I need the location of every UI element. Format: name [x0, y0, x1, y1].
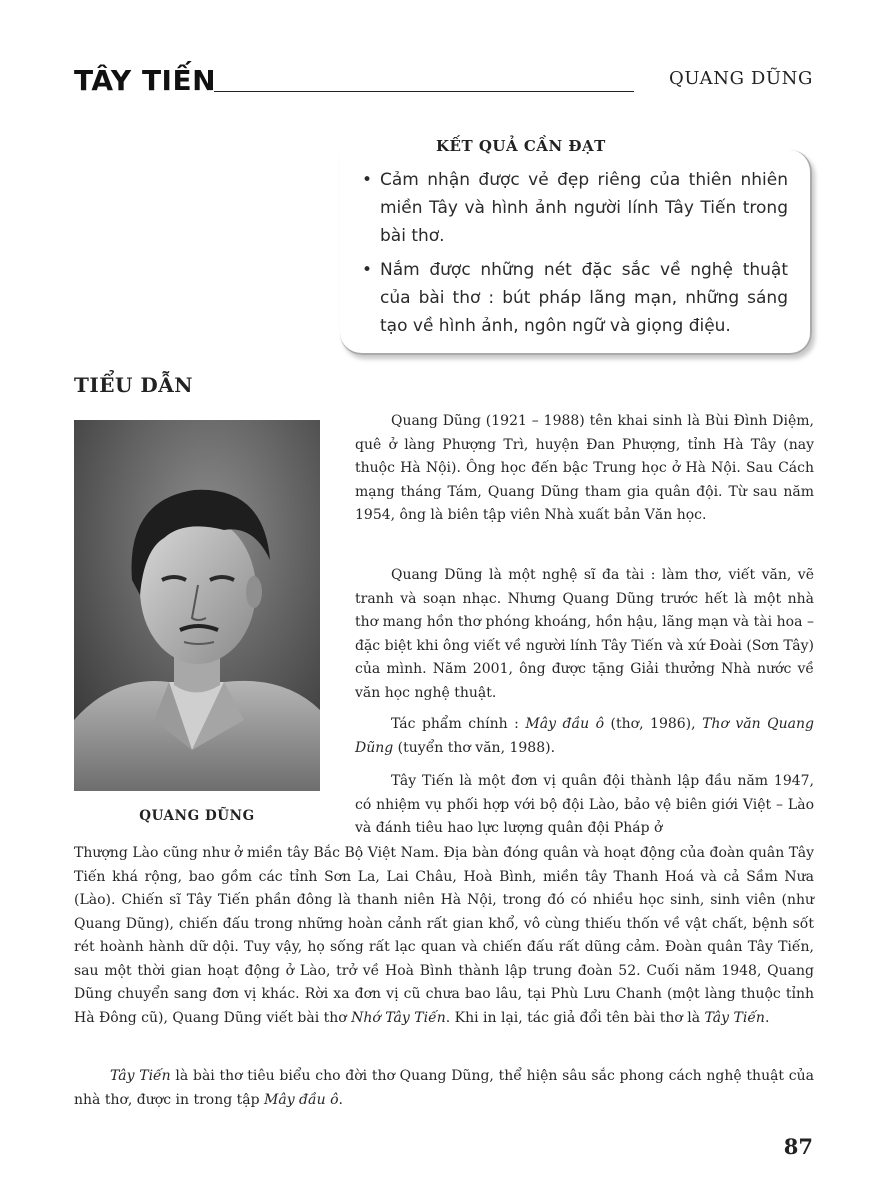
text-span: . — [764, 1009, 770, 1026]
work-title: Nhớ Tây Tiến — [351, 1009, 446, 1026]
text-span: Tác phẩm chính : — [391, 716, 526, 732]
paragraph — [74, 842, 814, 1030]
text-span: Thượng Lào cũng như ở miền tây Bắc Bộ Việt Nam. Địa bàn đóng quân và hoạt động của đoàn quân Tây Tiến khá rộng, bao gồm các tỉnh Sơn La, Lai Châu, Hoà Bình, miền tây Thanh Hoá và cả Sầm Nưa (Lào). Chiến sĩ Tây Tiến phần đông là thanh niên Hà Nội, trong đó có nhiều học sinh, sinh viên (như Quang Dũng), chiến đấu trong những hoàn cảnh rất gian khổ, vô cùng thiếu thốn về vật chất, bệnh sốt rét hoành hành dữ dội. Tuy vậy, họ sống rất lạc quan và chiến đấu rất dũng cảm. Đoàn quân Tây Tiến, sau một thời gian hoạt động ở Lào, trở về Hoà Bình thành lập trung đoàn 52. Cuối năm 1948, Quang Dũng chuyển sang đơn vị khác. Rời xa đơn vị cũ chưa bao lâu, tại Phù Lưu Chanh (một làng thuộc tỉnh Hà Đông cũ), Quang Dũng viết bài thơ — [74, 845, 814, 1026]
text-span: (tuyển thơ văn, 1988). — [393, 739, 556, 756]
text-span: (thơ, 1986), — [604, 716, 703, 732]
paragraph — [355, 713, 814, 760]
paragraph: Quang Dũng (1921 – 1988) tên khai sinh là Bùi Đình Diệm, quê ở làng Phượng Trì, huyện Đan Phượng, tỉnh Hà Tây (nay thuộc Hà Nội). Ông học đến bậc Trung học ở Hà Nội. Sau Cách mạng tháng Tám, Quang Dũng tham gia quân đội. Từ sau năm 1954, ông là biên tập viên Nhà xuất bản Văn học. — [355, 413, 814, 523]
text-span: . Khi in lại, tác giả đổi tên bài thơ là — [445, 1009, 705, 1026]
section-title: TIỂU DẪN — [74, 373, 194, 397]
goals-list — [360, 166, 788, 346]
work-title: Tây Tiến — [704, 1009, 765, 1026]
paragraph: Quang Dũng là một nghệ sĩ đa tài : làm thơ, viết văn, vẽ tranh và soạn nhạc. Nhưng Quang Dũng trước hết là một nhà thơ mang hồn thơ phóng khoáng, hồn hậu, lãng mạn và tài hoa – đặc biệt khi ông viết về người lính Tây Tiến và xứ Đoài (Sơn Tây) của mình. Năm 2001, ông được tặng Giải thưởng Nhà nước về văn học nghệ thuật. — [355, 567, 814, 701]
header-author: QUANG DŨNG — [669, 68, 813, 89]
header-rule — [214, 91, 634, 92]
work-title: Tây Tiến — [110, 1068, 171, 1084]
goals-heading: KẾT QUẢ CẦN ĐẠT — [428, 137, 614, 155]
work-title: Mây đầu ô — [525, 716, 605, 732]
goal-item: • Nắm được những nét đặc sắc về nghệ thuật của bài thơ : bút pháp lãng mạn, những sáng tạo về hình ảnh, ngôn ngữ và giọng điệu. — [360, 256, 788, 340]
text-span: là bài thơ tiêu biểu cho đời thơ Quang Dũng, thể hiện sâu sắc phong cách nghệ thuật của nhà thơ, được in trong tập — [74, 1068, 814, 1108]
work-title: Thơ văn Quang Dũng — [355, 716, 814, 756]
chapter-title: TÂY TIẾN — [74, 64, 217, 97]
goal-item: • Cảm nhận được vẻ đẹp riêng của thiên nhiên miền Tây và hình ảnh người lính Tây Tiến trong bài thơ. — [360, 166, 788, 250]
portrait-photo — [74, 420, 320, 791]
text-span: . — [338, 1091, 343, 1108]
work-title: Mây đầu ô — [264, 1091, 339, 1108]
paragraph — [74, 1065, 814, 1112]
page-number: 87 — [783, 1134, 813, 1159]
paragraph: Tây Tiến là một đơn vị quân đội thành lập đầu năm 1947, có nhiệm vụ phối hợp với bộ đội Lào, bảo vệ biên giới Việt – Lào và đánh tiêu hao lực lượng quân đội Pháp ở — [355, 773, 814, 836]
portrait-caption: QUANG DŨNG — [139, 808, 255, 824]
